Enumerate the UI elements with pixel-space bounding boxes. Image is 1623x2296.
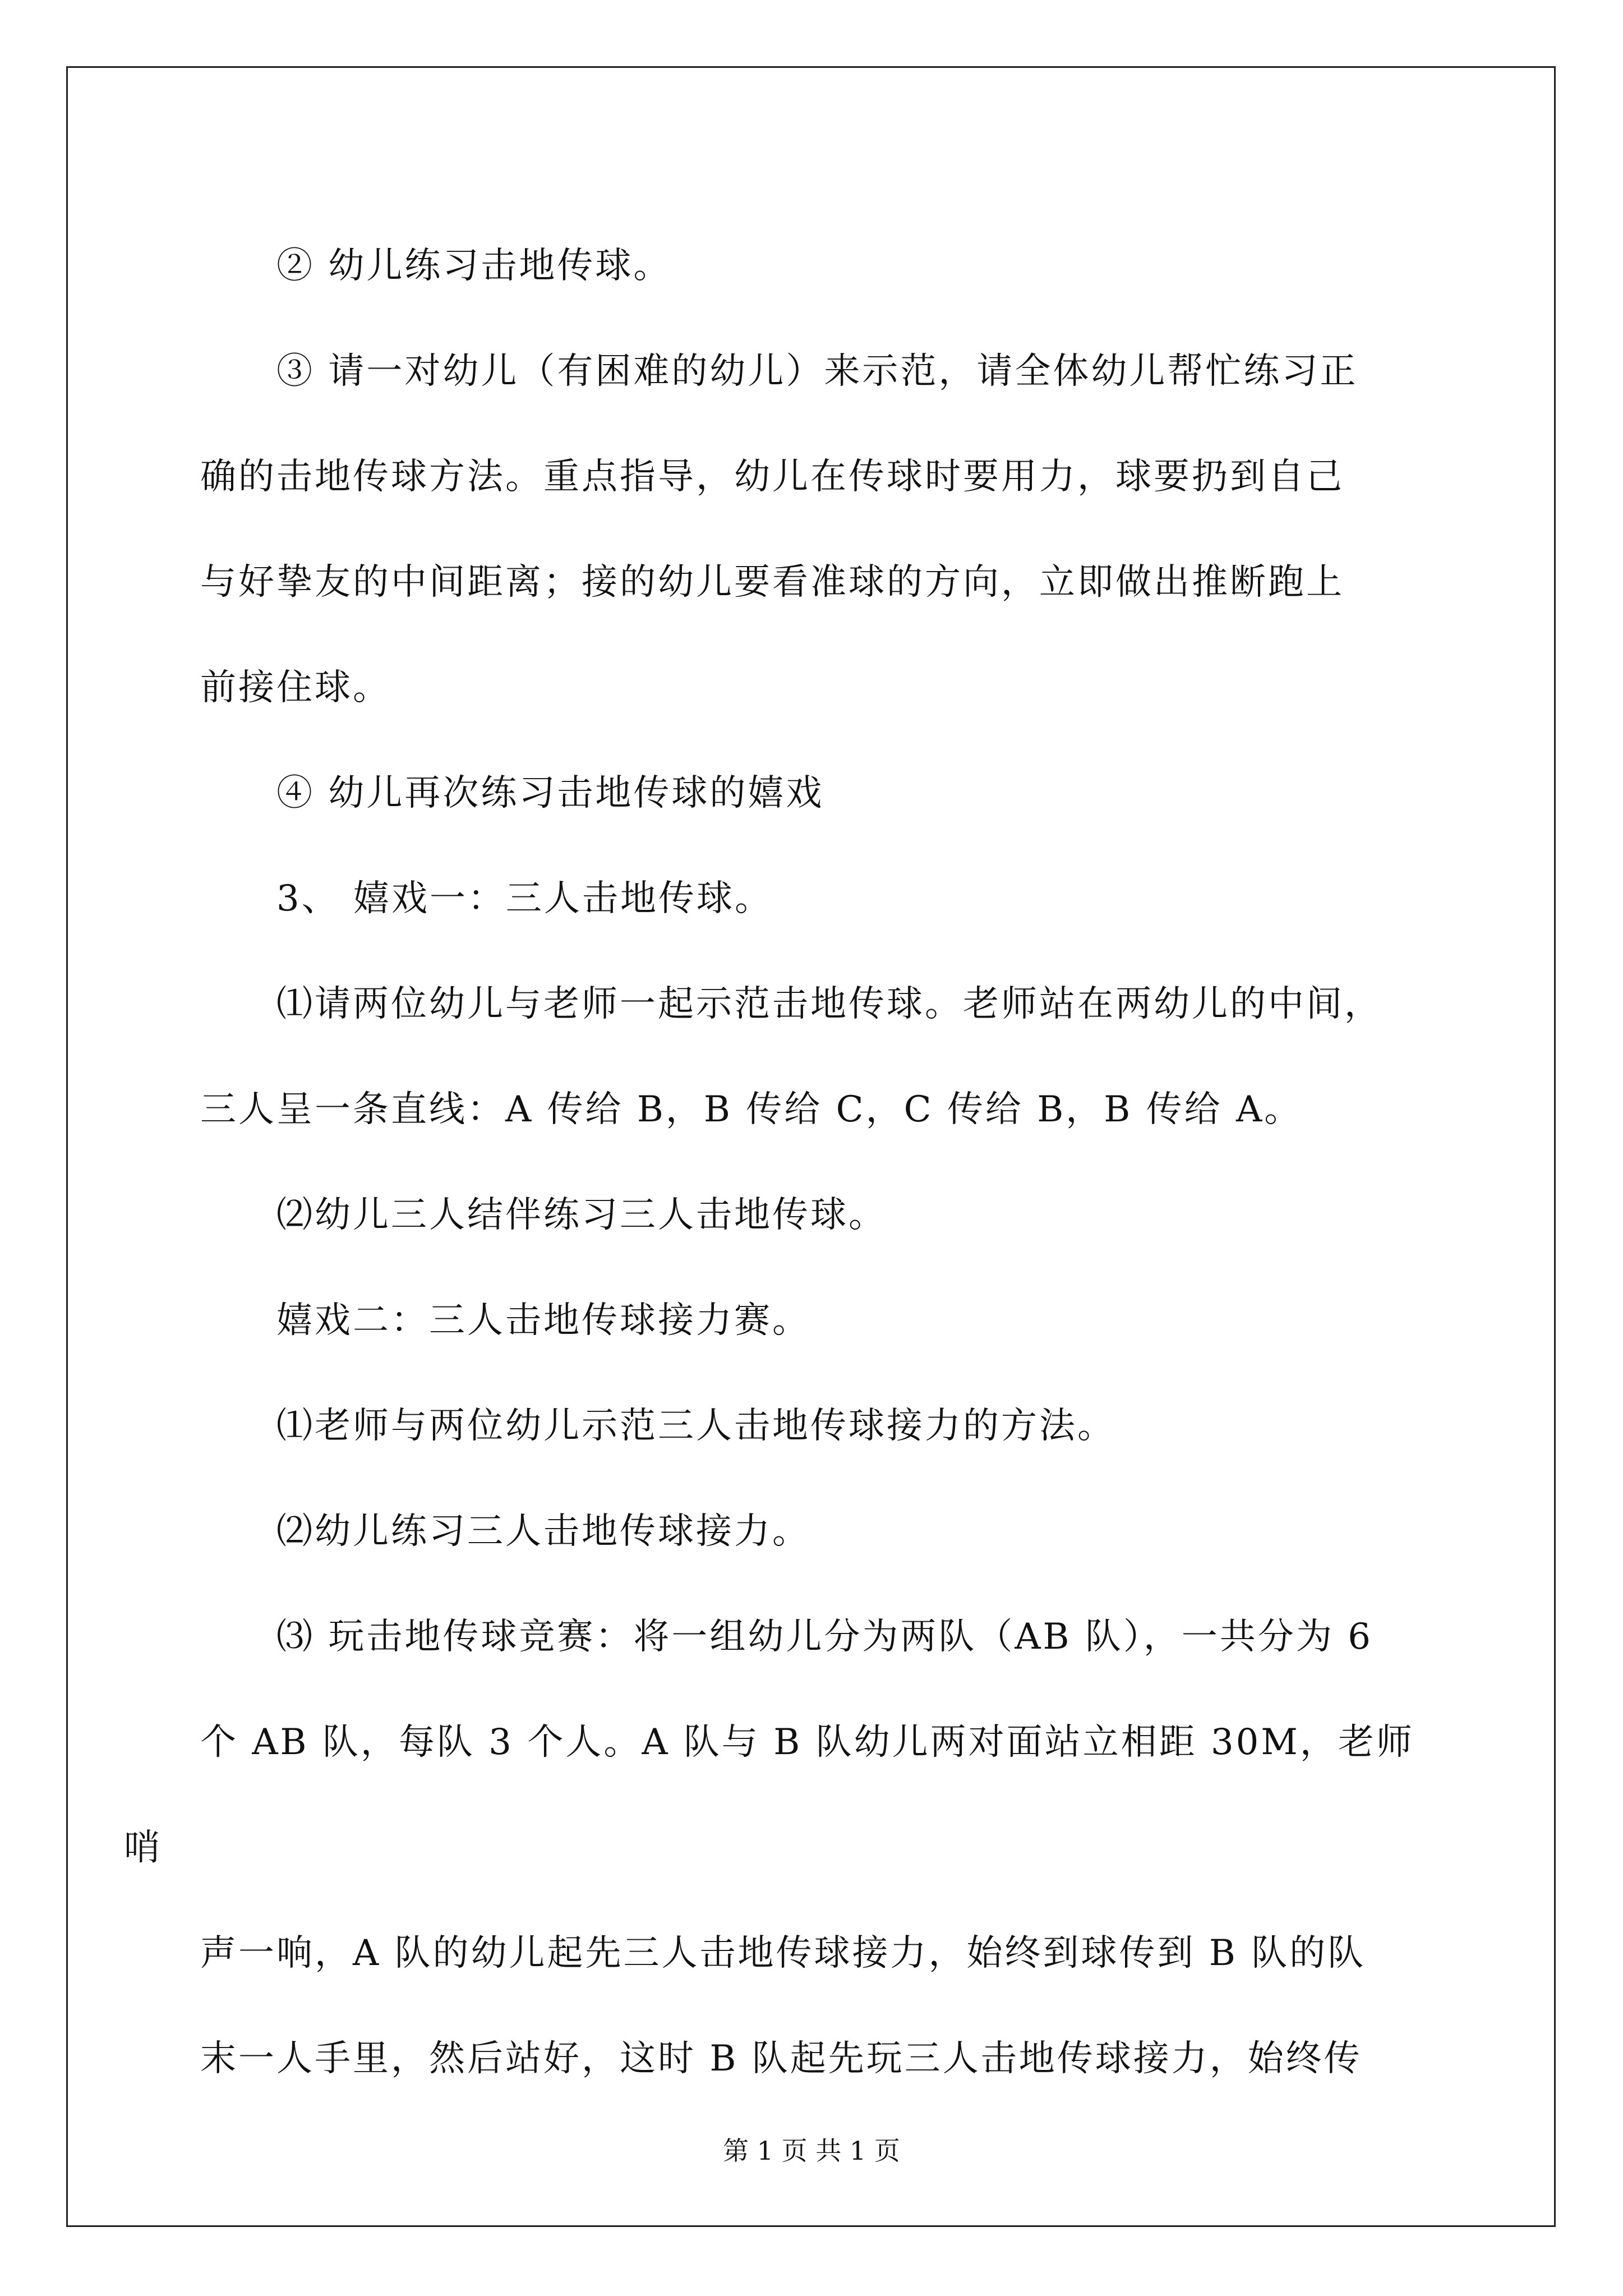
paragraph-game-2-step-2 <box>200 1479 1434 1584</box>
text-line: 与好挚友的中间距离；接的幼儿要看准球的方向，立即做出推断跑上 <box>200 562 1344 603</box>
text-line: ③ 请一对幼儿（有困难的幼儿）来示范，请全体幼儿帮忙练习正 <box>276 351 1358 392</box>
text-line: 个 AB 队，每队 3 个人。A 队与 B 队幼儿两对面站立相距 30M，老师哨 <box>124 1722 1414 1869</box>
paragraph-game-2-step-3 <box>124 1584 1434 2111</box>
paragraph-game-1-title <box>200 846 1434 951</box>
text-line: ⑶ 玩击地传球竞赛：将一组幼儿分为两队（AB 队），一共分为 6 <box>276 1616 1373 1658</box>
text-line: 3、 嬉戏一：三人击地传球。 <box>276 878 773 919</box>
paragraph-step-4 <box>200 740 1434 846</box>
text-line: ⑵幼儿练习三人击地传球接力。 <box>276 1511 810 1552</box>
paragraph-step-3 <box>200 319 1434 740</box>
text-line: 确的击地传球方法。重点指导，幼儿在传球时要用力，球要扔到自己 <box>200 456 1344 498</box>
page-footer <box>0 2131 1623 2168</box>
paragraph-game-2-step-1 <box>200 1373 1434 1479</box>
text-line: 末一人手里，然后站好，这时 B 队起先玩三人击地传球接力，始终传 <box>200 2038 1362 2079</box>
text-line: ④ 幼儿再次练习击地传球的嬉戏 <box>276 772 824 814</box>
paragraph-game-2-title <box>200 1268 1434 1373</box>
page-number: 第 1 页 共 1 页 <box>723 2136 900 2166</box>
text-line: 前接住球。 <box>200 667 391 708</box>
text-line: ⑵幼儿三人结伴练习三人击地传球。 <box>276 1194 887 1236</box>
paragraph-game-1-step-2 <box>200 1162 1434 1268</box>
text-line: ② 幼儿练习击地传球。 <box>276 245 672 287</box>
paragraph-step-2 <box>200 213 1434 319</box>
paragraph-game-1-step-1 <box>200 951 1434 1162</box>
document-body <box>124 213 1434 2111</box>
text-line: 嬉戏二：三人击地传球接力赛。 <box>276 1300 810 1341</box>
text-line: ⑴请两位幼儿与老师一起示范击地传球。老师站在两幼儿的中间， <box>276 983 1382 1025</box>
text-line: 声一响，A 队的幼儿起先三人击地传球接力，始终到球传到 B 队的队 <box>200 1932 1366 1974</box>
text-line: ⑴老师与两位幼儿示范三人击地传球接力的方法。 <box>276 1405 1115 1447</box>
text-line: 三人呈一条直线：A 传给 B，B 传给 C，C 传给 B，B 传给 A。 <box>200 1089 1303 1130</box>
